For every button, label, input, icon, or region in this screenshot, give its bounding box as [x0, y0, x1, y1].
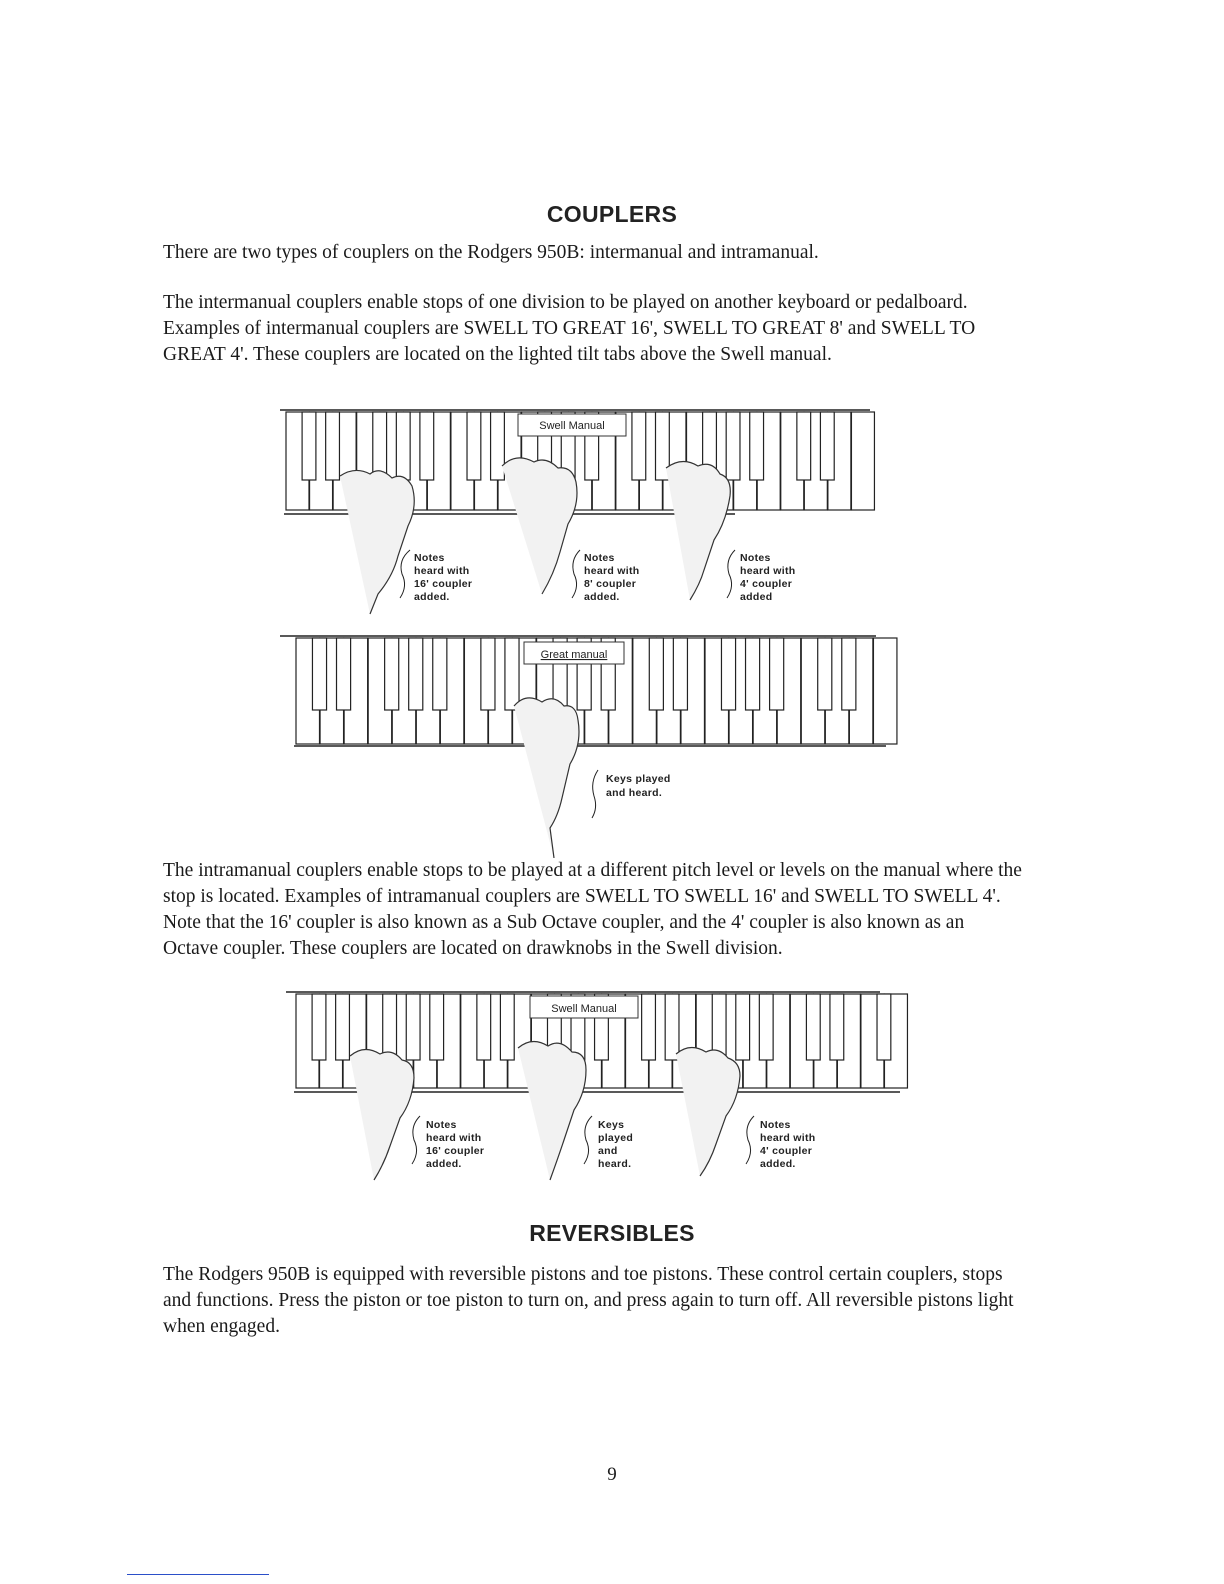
black-key — [420, 412, 434, 480]
hands-swell-2 — [350, 1041, 740, 1180]
swell-manual-label-1: Swell Manual — [539, 420, 605, 432]
black-key — [830, 994, 844, 1060]
keys-played-label — [592, 770, 671, 818]
reversibles-heading: REVERSIBLES — [529, 1220, 695, 1246]
black-key — [842, 638, 856, 710]
black-key — [642, 994, 656, 1060]
black-key — [505, 638, 519, 710]
note16-line1: Notes — [414, 552, 445, 564]
f2-keys-line1: Keys — [598, 1119, 625, 1131]
black-key — [385, 638, 399, 710]
black-key — [877, 994, 891, 1060]
note8-line2: heard with — [584, 565, 640, 577]
note4-line4: added — [740, 591, 773, 603]
black-key — [759, 994, 773, 1060]
black-key — [721, 638, 735, 710]
black-key — [336, 994, 350, 1060]
black-key — [797, 412, 811, 480]
black-key — [312, 994, 326, 1060]
black-key — [649, 638, 663, 710]
black-key — [433, 638, 447, 710]
intramanual-paragraph: The intramanual couplers enable stops to be played at a different pitch level or levels on the manual where the stop is located. Examples of intramanual couplers are SWELL TO SWELL 16' and SWELL TO SWELL 4'. Note that the 16' coupler is also known as a Sub Octave coupler, and the 4' coupler is also known as an Octave coupler. These couplers are located on drawknobs in the Swell division. — [163, 860, 1022, 959]
black-key — [312, 638, 326, 710]
f2-note16-line2: heard with — [426, 1132, 482, 1144]
note4-line2: heard with — [740, 565, 796, 577]
black-key — [491, 412, 505, 480]
black-key — [326, 412, 340, 480]
keys-played-line1: Keys played — [606, 773, 671, 785]
note8-line3: 8' coupler — [584, 578, 637, 590]
black-key — [467, 412, 481, 480]
note16-line2: heard with — [414, 565, 470, 577]
couplers-heading: COUPLERS — [546, 201, 678, 227]
black-key — [746, 638, 760, 710]
black-key — [750, 412, 764, 480]
reversibles-paragraph: The Rodgers 950B is equipped with reversible pistons and toe pistons. These control certain couplers, stops and functions. Press the piston or toe piston to turn on, and press again to turn off. All reversible pistons light when engaged. — [163, 1264, 1014, 1337]
black-key — [500, 994, 514, 1060]
hands-swell-1 — [340, 458, 730, 614]
black-key — [383, 994, 397, 1060]
black-key — [409, 638, 423, 710]
note4-line1: Notes — [740, 552, 771, 564]
black-key — [430, 994, 444, 1060]
intermanual-paragraph: The intermanual couplers enable stops of one division to be played on another keyboard or pedalboard. Examples of intermanual couplers are SWELL TO GREAT 16', SWELL TO GREAT 8' and SWELL TO GREAT 4'. These couplers are located on the lighted tilt tabs above the Swell manual. — [163, 292, 976, 365]
note16-line4: added. — [414, 591, 450, 603]
black-key — [673, 638, 687, 710]
coupler-notes-labels-1 — [400, 550, 796, 603]
black-key — [820, 412, 834, 480]
f2-note4-line4: added. — [760, 1158, 796, 1170]
f2-keys-line2: played — [598, 1132, 634, 1144]
keys-played-line2: and heard. — [606, 787, 663, 799]
black-key — [736, 994, 750, 1060]
intermanual-coupler-figure — [280, 406, 900, 858]
couplers-intro-paragraph: There are two types of couplers on the Rodgers 950B: intermanual and intramanual. — [163, 242, 819, 263]
f2-note4-line1: Notes — [760, 1119, 791, 1131]
swell-manual-label-2: Swell Manual — [551, 1003, 617, 1015]
note8-line1: Notes — [584, 552, 615, 564]
f2-keys-line4: heard. — [598, 1158, 632, 1170]
note8-line4: added. — [584, 591, 620, 603]
f2-note16-line3: 16' coupler — [426, 1145, 485, 1157]
black-key — [481, 638, 495, 710]
note16-line3: 16' coupler — [414, 578, 473, 590]
black-key — [665, 994, 679, 1060]
black-key — [477, 994, 491, 1060]
white-key — [851, 412, 874, 510]
white-key — [873, 638, 897, 744]
f2-keys-line3: and — [598, 1145, 618, 1157]
black-key — [337, 638, 351, 710]
black-key — [302, 412, 316, 480]
f2-note16-line4: added. — [426, 1158, 462, 1170]
page-number: 9 — [607, 1464, 617, 1485]
black-key — [396, 412, 410, 480]
intramanual-coupler-figure — [280, 988, 920, 1188]
hand-great — [514, 698, 579, 858]
black-key — [806, 994, 820, 1060]
note4-line3: 4' coupler — [740, 578, 793, 590]
great-manual-label: Great manual — [540, 649, 608, 661]
black-key — [770, 638, 784, 710]
f2-note4-line3: 4' coupler — [760, 1145, 813, 1157]
black-key — [406, 994, 420, 1060]
black-key — [373, 412, 387, 480]
coupler-notes-labels-2 — [412, 1116, 816, 1170]
black-key — [726, 412, 740, 480]
black-key — [818, 638, 832, 710]
great-keyboard — [280, 636, 897, 746]
f2-note4-line2: heard with — [760, 1132, 816, 1144]
footer-rule — [127, 1574, 269, 1575]
black-key — [632, 412, 646, 480]
f2-note16-line1: Notes — [426, 1119, 457, 1131]
